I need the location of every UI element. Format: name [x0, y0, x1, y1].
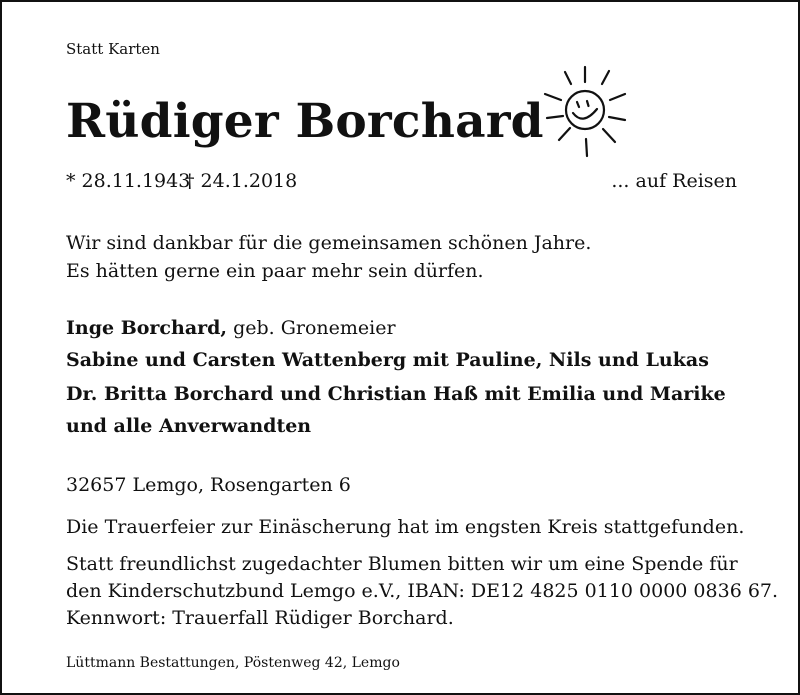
mourner-line-1: [66, 317, 396, 339]
birth-date: * 28.11.1943: [66, 170, 191, 192]
message-line-2: Es hätten gerne ein paar mehr sein dürfen.: [66, 260, 484, 282]
intro-text: Statt Karten: [66, 40, 160, 58]
ceremony-text: Die Trauerfeier zur Einäscherung hat im engsten Kreis stattgefunden.: [66, 516, 745, 538]
mourner-primary-name: Inge Borchard,: [66, 317, 228, 339]
smiling-sun-icon: [537, 64, 633, 160]
message-line-1: Wir sind dankbar für die gemeinsamen schönen Jahre.: [66, 232, 592, 254]
mourner-line-4: und alle Anverwandten: [66, 415, 312, 437]
donation-line-1: Statt freundlichst zugedachter Blumen bitten wir um eine Spende für: [66, 553, 738, 575]
funeral-home-footer: Lüttmann Bestattungen, Pöstenweg 42, Lemgo: [66, 655, 400, 671]
deceased-name: Rüdiger Borchard: [66, 94, 544, 149]
donation-line-2: den Kinderschutzbund Lemgo e.V., IBAN: DE12 4825 0110 0000 0836 67.: [66, 580, 779, 602]
donation-line-3: Kennwort: Trauerfall Rüdiger Borchard.: [66, 607, 454, 629]
death-date: † 24.1.2018: [185, 170, 298, 192]
mourner-maiden-name: geb. Gronemeier: [227, 317, 396, 339]
address: 32657 Lemgo, Rosengarten 6: [66, 474, 351, 496]
mourner-line-2: Sabine und Carsten Wattenberg mit Pauline, Nils und Lukas: [66, 349, 709, 371]
mourner-line-3: Dr. Britta Borchard und Christian Haß mit Emilia und Marike: [66, 383, 726, 405]
tagline: ... auf Reisen: [611, 170, 737, 192]
